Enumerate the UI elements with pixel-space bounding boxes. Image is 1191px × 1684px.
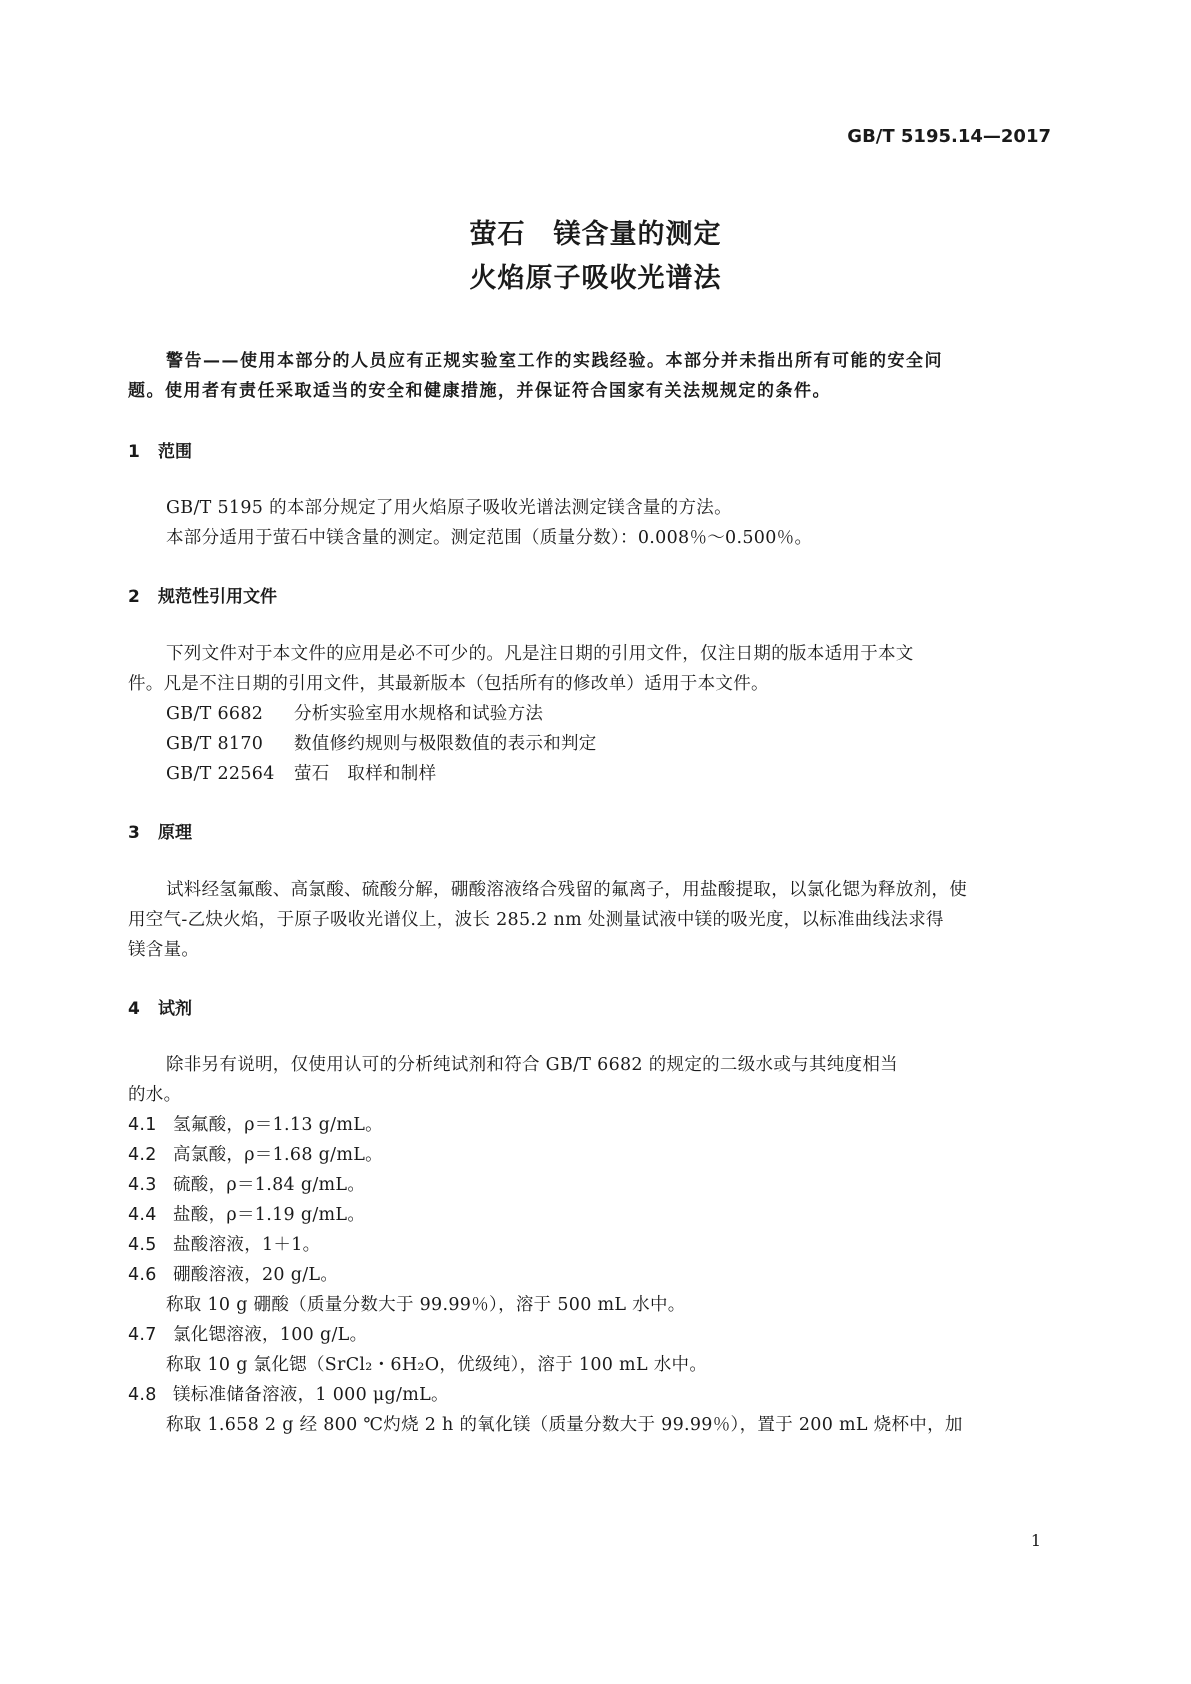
reagent-item-4-3 [128, 1171, 365, 1196]
reagent-item-4-6-detail: 称取 10 g 硼酸（质量分数大于 99.99％），溶于 500 mL 水中。 [166, 1295, 686, 1315]
item-number: 4.4 [128, 1205, 157, 1225]
section-number: 3 [128, 823, 140, 843]
item-text: 盐酸，ρ＝1.19 g/mL。 [173, 1205, 366, 1225]
section-3-line2: 用空气-乙炔火焰，于原子吸收光谱仪上，波长 285.2 nm 处测量试液中镁的吸光度，以标准曲线法求得 [128, 910, 944, 930]
item-number: 4.6 [128, 1265, 157, 1285]
section-3-heading [128, 818, 192, 843]
item-number: 4.1 [128, 1115, 157, 1135]
reagent-item-4-2 [128, 1141, 383, 1166]
reagent-item-4-7-detail: 称取 10 g 氯化锶（SrCl₂・6H₂O，优级纯），溶于 100 mL 水中。 [166, 1355, 708, 1375]
page-number: 1 [1030, 1531, 1041, 1550]
reference-title: 分析实验室用水规格和试验方法 [294, 704, 544, 724]
reference-item [166, 700, 543, 725]
warning-line2: 题。使用者有责任采取适当的安全和健康措施，并保证符合国家有关法规规定的条件。 [128, 381, 831, 401]
item-text: 高氯酸，ρ＝1.68 g/mL。 [173, 1145, 383, 1165]
section-title: 原理 [158, 823, 192, 843]
section-number: 4 [128, 999, 140, 1019]
section-title: 试剂 [158, 999, 192, 1019]
section-4-heading [128, 994, 192, 1019]
reference-code: GB/T 6682 [166, 704, 264, 724]
section-4-intro-line1: 除非另有说明，仅使用认可的分析纯试剂和符合 GB/T 6682 的规定的二级水或与其纯度相当 [166, 1055, 898, 1075]
reagent-item-4-1 [128, 1111, 383, 1136]
reagent-item-4-4 [128, 1201, 365, 1226]
reagent-item-4-7 [128, 1321, 367, 1346]
reagent-item-4-8-detail: 称取 1.658 2 g 经 800 ℃灼烧 2 h 的氧化镁（质量分数大于 99.99％），置于 200 mL 烧杯中，加 [166, 1415, 963, 1435]
section-2-paragraph-line1: 下列文件对于本文件的应用是必不可少的。凡是注日期的引用文件，仅注日期的版本适用于本文 [166, 644, 914, 664]
section-1-paragraph-1: GB/T 5195 的本部分规定了用火焰原子吸收光谱法测定镁含量的方法。 [166, 498, 732, 518]
section-title: 规范性引用文件 [158, 587, 277, 607]
item-text: 镁标准储备溶液，1 000 μg/mL。 [173, 1385, 449, 1405]
item-number: 4.5 [128, 1235, 157, 1255]
section-2-heading [128, 582, 277, 607]
reference-item [166, 760, 436, 785]
reagent-item-4-6 [128, 1261, 338, 1286]
section-3-line1: 试料经氢氟酸、高氯酸、硫酸分解，硼酸溶液络合残留的氟离子，用盐酸提取，以氯化锶为释放剂，使 [166, 880, 967, 900]
reference-title: 萤石 取样和制样 [294, 764, 437, 784]
page-title-line1: 萤石 镁含量的测定 [469, 219, 722, 250]
reference-title: 数值修约规则与极限数值的表示和判定 [294, 734, 597, 754]
reference-item [166, 730, 597, 755]
item-number: 4.2 [128, 1145, 157, 1165]
item-text: 硼酸溶液，20 g/L。 [173, 1265, 339, 1285]
reagent-item-4-5 [128, 1231, 320, 1256]
document-code: GB/T 5195.14—2017 [847, 126, 1051, 147]
item-text: 盐酸溶液，1＋1。 [173, 1235, 321, 1255]
section-title: 范围 [158, 442, 192, 462]
item-text: 氢氟酸，ρ＝1.13 g/mL。 [173, 1115, 383, 1135]
section-1-heading [128, 437, 192, 462]
item-number: 4.7 [128, 1325, 157, 1345]
reference-code: GB/T 22564 [166, 764, 275, 784]
section-2-paragraph-line2: 件。凡是不注日期的引用文件，其最新版本（包括所有的修改单）适用于本文件。 [128, 674, 769, 694]
item-text: 氯化锶溶液，100 g/L。 [173, 1325, 368, 1345]
item-number: 4.8 [128, 1385, 157, 1405]
warning-line1: 警告——使用本部分的人员应有正规实验室工作的实践经验。本部分并未指出所有可能的安全问 [166, 351, 943, 371]
item-number: 4.3 [128, 1175, 157, 1195]
section-3-line3: 镁含量。 [128, 940, 200, 960]
reagent-item-4-8 [128, 1381, 449, 1406]
section-1-paragraph-2: 本部分适用于萤石中镁含量的测定。测定范围（质量分数）：0.008％～0.500％。 [166, 528, 813, 548]
reference-code: GB/T 8170 [166, 734, 264, 754]
section-4-intro-line2: 的水。 [128, 1085, 182, 1105]
section-number: 2 [128, 587, 140, 607]
item-text: 硫酸，ρ＝1.84 g/mL。 [173, 1175, 366, 1195]
page-title-line2: 火焰原子吸收光谱法 [469, 263, 722, 294]
section-number: 1 [128, 442, 140, 462]
